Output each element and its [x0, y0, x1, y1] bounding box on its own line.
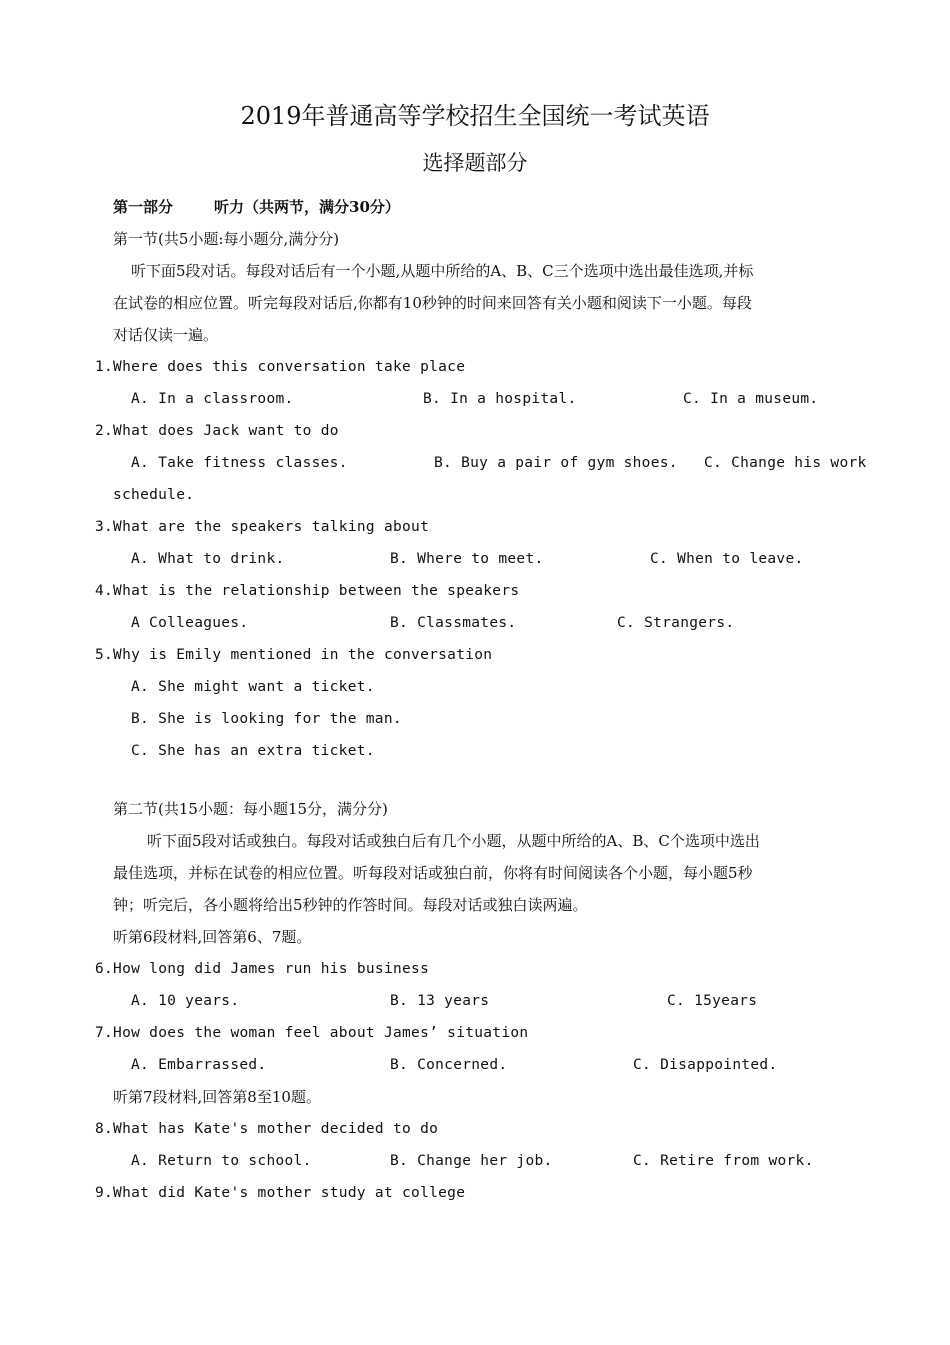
- option-c: C. Change his work: [704, 455, 867, 471]
- option-b: B. Classmates.: [390, 615, 517, 631]
- question-text: 2.What does Jack want to do: [95, 423, 339, 439]
- page-subtitle: 选择题部分: [422, 151, 528, 175]
- option-a: A. Return to school.: [131, 1153, 312, 1169]
- option-a: A. What to drink.: [131, 551, 285, 567]
- part1-heading-title: 听力（共两节，满分30分）: [214, 198, 400, 216]
- option-b: B. Where to meet.: [390, 551, 544, 567]
- option-b: B. Change her job.: [390, 1153, 553, 1169]
- option-c: C. 15years: [667, 993, 758, 1009]
- option-b: B. She is looking for the man.: [131, 711, 402, 727]
- question-text: 7.How does the woman feel about James’ situation: [95, 1025, 529, 1041]
- option-b: B. 13 years: [390, 993, 490, 1009]
- option-a: A Colleagues.: [131, 615, 249, 631]
- page-title: 2019年普通高等学校招生全国统一考试英语: [240, 102, 710, 130]
- section2-instruction-line: 听下面5段对话或独白。每段对话或独白后有几个小题，从题中所给的A、B、C个选项中选出: [147, 832, 760, 850]
- option-a: A. She might want a ticket.: [131, 679, 375, 695]
- material-note: 听第7段材料,回答第8至10题。: [113, 1088, 321, 1106]
- question-text: 8.What has Kate's mother decided to do: [95, 1121, 439, 1137]
- option-a: A. Embarrassed.: [131, 1057, 267, 1073]
- option-c: C. Disappointed.: [633, 1057, 778, 1073]
- section1-instruction-line: 对话仅读一遍。: [113, 326, 219, 344]
- part1-heading-number: 第一部分: [113, 198, 174, 216]
- section2-instruction-line: 最佳选项，并标在试卷的相应位置。听每段对话或独白前，你将有时间阅读各个小题，每小题5秒: [113, 864, 753, 882]
- option-c: C. When to leave.: [650, 551, 804, 567]
- question-text: 5.Why is Emily mentioned in the conversation: [95, 647, 493, 663]
- question-text: 9.What did Kate's mother study at college: [95, 1185, 466, 1201]
- option-a: A. Take fitness classes.: [131, 455, 348, 471]
- option-c: C. She has an extra ticket.: [131, 743, 375, 759]
- option-b: B. In a hospital.: [423, 391, 577, 407]
- question-text: 1.Where does this conversation take place: [95, 359, 466, 375]
- section2-heading: 第二节(共15小题：每小题15分，满分分): [113, 800, 388, 818]
- option-b: B. Concerned.: [390, 1057, 508, 1073]
- option-c: C. In a museum.: [683, 391, 819, 407]
- option-b: B. Buy a pair of gym shoes.: [434, 455, 678, 471]
- question-text: 4.What is the relationship between the speakers: [95, 583, 520, 599]
- section1-instruction-line: 在试卷的相应位置。听完每段对话后,你都有10秒钟的时间来回答有关小题和阅读下一小题。每段: [113, 294, 752, 312]
- section2-instruction-line: 钟；听完后，各小题将给出5秒钟的作答时间。每段对话或独白读两遍。: [113, 896, 588, 914]
- section1-heading: 第一节(共5小题:每小题分,满分分): [113, 230, 340, 248]
- material-note: 听第6段材料,回答第6、7题。: [113, 928, 312, 946]
- option-c: C. Strangers.: [617, 615, 735, 631]
- option-a: A. 10 years.: [131, 993, 240, 1009]
- question-text: 6.How long did James run his business: [95, 961, 430, 977]
- option-c: C. Retire from work.: [633, 1153, 814, 1169]
- option-a: A. In a classroom.: [131, 391, 294, 407]
- question-text: 3.What are the speakers talking about: [95, 519, 430, 535]
- section1-instruction-line: 听下面5段对话。每段对话后有一个小题,从题中所给的A、B、C三个选项中选出最佳选项,并标: [131, 262, 754, 280]
- option-c-continuation: schedule.: [113, 487, 195, 503]
